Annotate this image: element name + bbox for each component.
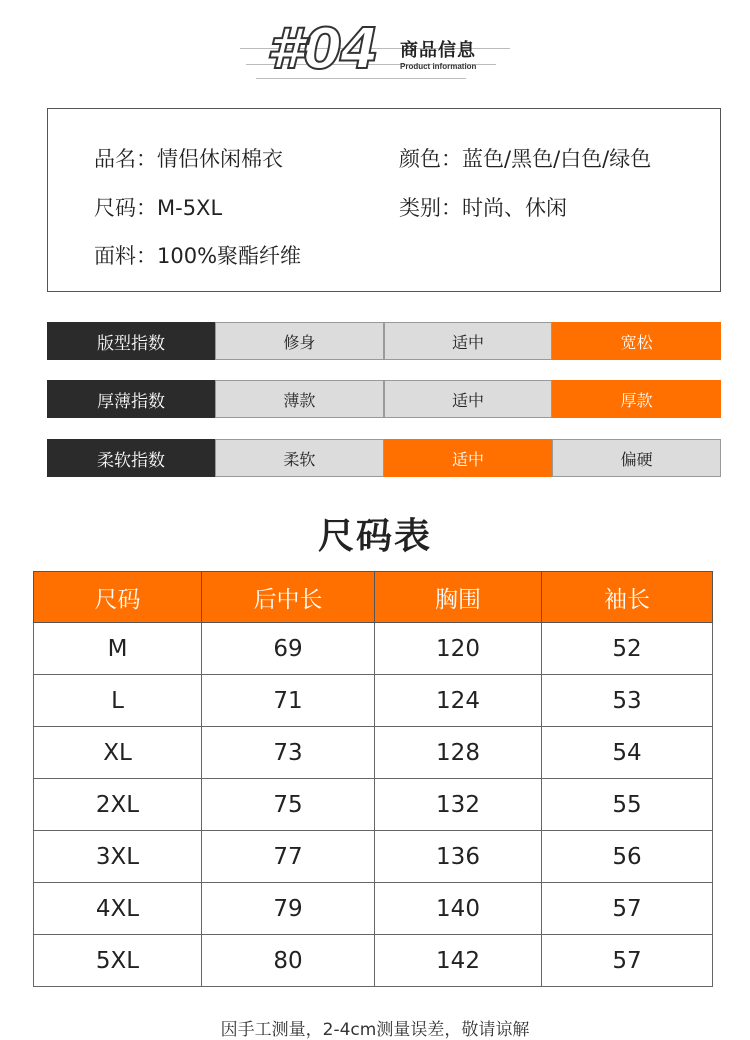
table-cell: 54 xyxy=(542,727,713,779)
index-option: 偏硬 xyxy=(552,439,721,477)
table-cell: L xyxy=(34,675,202,727)
table-cell: 2XL xyxy=(34,779,202,831)
table-cell: 75 xyxy=(202,779,375,831)
table-row xyxy=(34,831,713,883)
column-header: 后中长 xyxy=(202,572,375,623)
product-size: 尺码：M-5XL xyxy=(94,196,223,220)
table-row xyxy=(34,675,713,727)
table-cell: 128 xyxy=(375,727,542,779)
table-cell: 53 xyxy=(542,675,713,727)
table-cell: 52 xyxy=(542,623,713,675)
index-label: 版型指数 xyxy=(47,322,215,360)
product-category: 类别：时尚、休闲 xyxy=(399,196,567,220)
index-option: 厚款 xyxy=(552,380,721,418)
table-cell: M xyxy=(34,623,202,675)
index-option: 柔软 xyxy=(215,439,384,477)
section-number: #04 xyxy=(266,17,377,82)
table-cell: XL xyxy=(34,727,202,779)
table-cell: 124 xyxy=(375,675,542,727)
table-cell: 142 xyxy=(375,935,542,987)
table-row xyxy=(34,883,713,935)
table-cell: 80 xyxy=(202,935,375,987)
table-cell: 132 xyxy=(375,779,542,831)
table-cell: 120 xyxy=(375,623,542,675)
index-label: 柔软指数 xyxy=(47,439,215,477)
table-cell: 5XL xyxy=(34,935,202,987)
softness-index-row xyxy=(47,439,721,477)
table-cell: 71 xyxy=(202,675,375,727)
size-chart-table xyxy=(33,571,713,987)
table-row xyxy=(34,935,713,987)
section-subtitle: Product information xyxy=(400,62,477,71)
index-option: 薄款 xyxy=(215,380,384,418)
table-row xyxy=(34,727,713,779)
table-row xyxy=(34,623,713,675)
column-header: 胸围 xyxy=(375,572,542,623)
product-info-box xyxy=(47,108,721,292)
table-cell: 55 xyxy=(542,779,713,831)
measurement-note: 因手工测量，2-4cm测量误差，敬请谅解 xyxy=(220,1020,530,1040)
column-header: 尺码 xyxy=(34,572,202,623)
table-cell: 57 xyxy=(542,935,713,987)
table-cell: 136 xyxy=(375,831,542,883)
thickness-index-row xyxy=(47,380,721,418)
product-color: 颜色：蓝色/黑色/白色/绿色 xyxy=(399,147,652,171)
product-fabric: 面料：100%聚酯纤维 xyxy=(94,244,302,268)
size-chart-title: 尺码表 xyxy=(317,516,432,557)
column-header: 袖长 xyxy=(542,572,713,623)
table-cell: 4XL xyxy=(34,883,202,935)
table-row xyxy=(34,779,713,831)
table-header-row xyxy=(34,572,713,623)
table-cell: 69 xyxy=(202,623,375,675)
index-option: 适中 xyxy=(384,322,553,360)
section-header xyxy=(236,18,516,88)
index-option: 修身 xyxy=(215,322,384,360)
table-cell: 57 xyxy=(542,883,713,935)
table-cell: 56 xyxy=(542,831,713,883)
section-title: 商品信息 xyxy=(400,40,476,61)
table-cell: 3XL xyxy=(34,831,202,883)
product-name: 品名：情侣休闲棉衣 xyxy=(94,147,283,171)
table-cell: 79 xyxy=(202,883,375,935)
fit-index-row xyxy=(47,322,721,360)
index-label: 厚薄指数 xyxy=(47,380,215,418)
index-option: 适中 xyxy=(384,380,553,418)
table-cell: 140 xyxy=(375,883,542,935)
index-option: 宽松 xyxy=(552,322,721,360)
table-cell: 73 xyxy=(202,727,375,779)
table-cell: 77 xyxy=(202,831,375,883)
index-option: 适中 xyxy=(384,439,553,477)
